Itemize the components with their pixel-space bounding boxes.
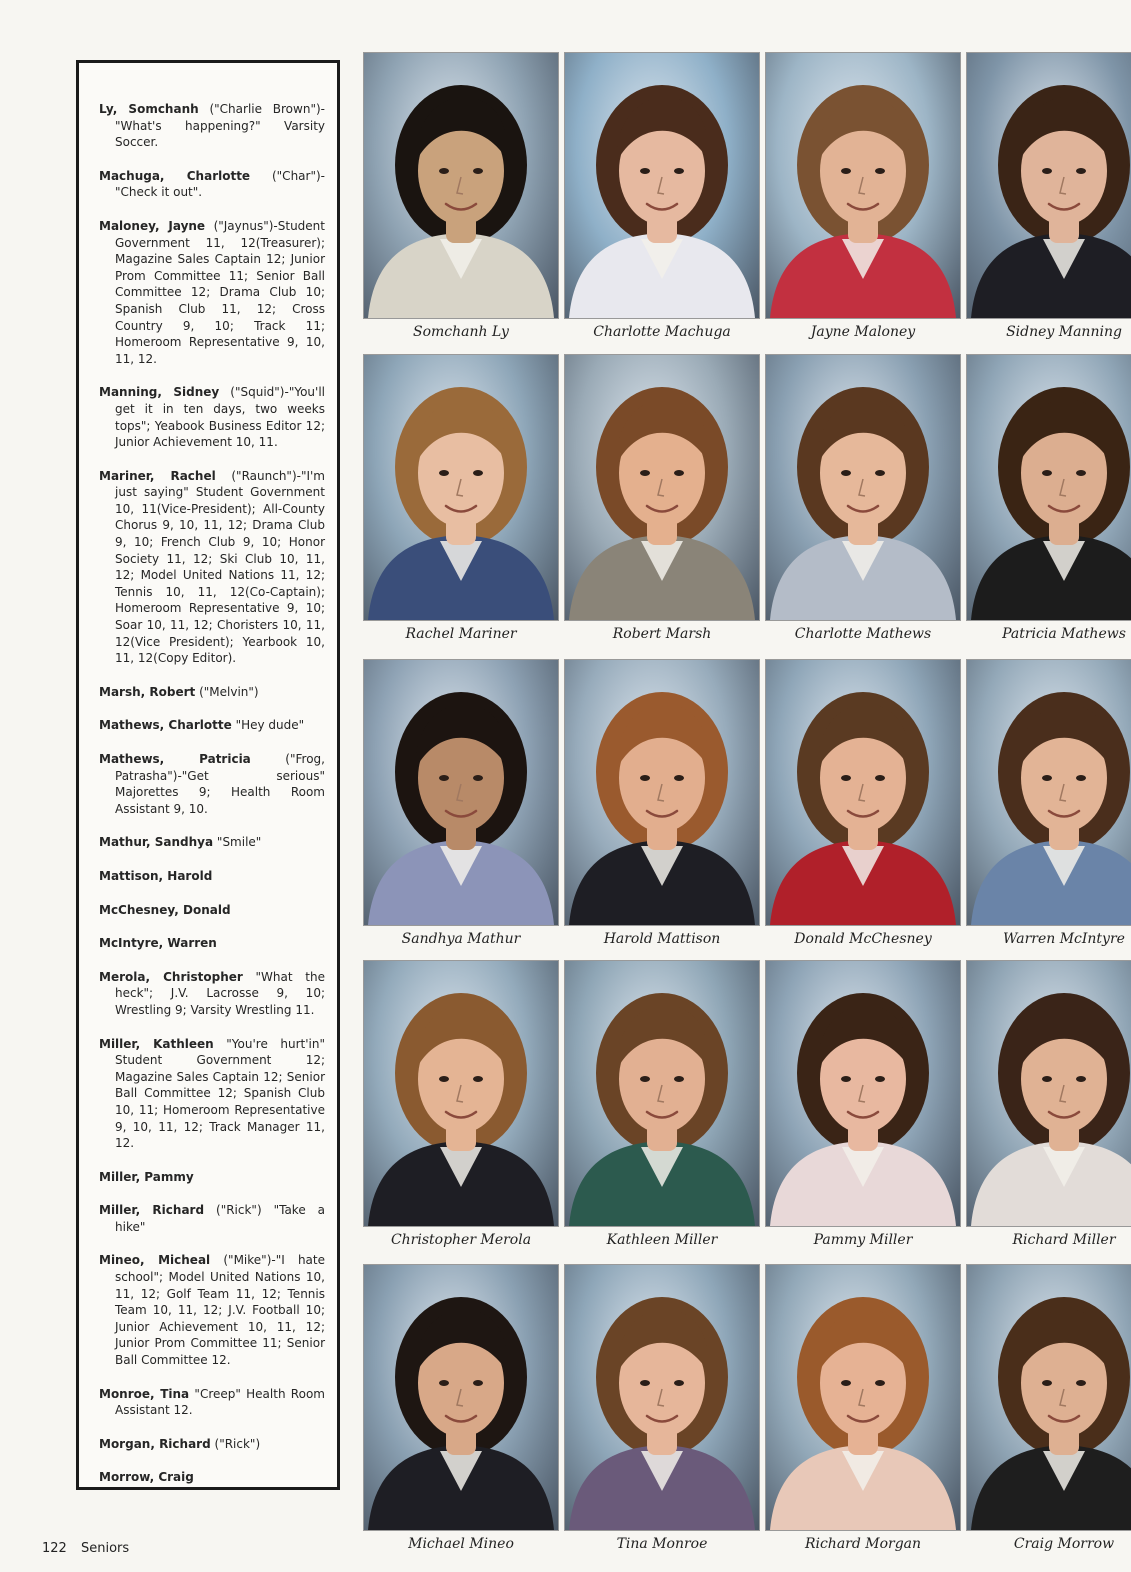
- senior-portrait: [966, 1264, 1131, 1531]
- senior-bios-panel: [76, 60, 340, 1490]
- bio-name: Mineo, Micheal: [99, 1253, 211, 1268]
- portrait-card: [564, 1264, 760, 1564]
- bio-details: ("Rick"): [214, 1436, 261, 1451]
- bio-details: ("Rick") "Take a hike": [115, 1203, 325, 1234]
- senior-portrait: [363, 960, 559, 1227]
- senior-bio: [99, 1436, 325, 1453]
- portrait-illustration: [364, 1265, 558, 1530]
- portrait-illustration: [364, 660, 558, 925]
- bio-details: ("Frog, Patrasha")-"Get serious" Majorettes 9; Health Room Assistant 9, 10.: [115, 752, 325, 816]
- bio-name: Morrow, Craig: [99, 1470, 194, 1485]
- portrait-card: [564, 659, 760, 959]
- senior-portrait: [966, 354, 1131, 621]
- bio-name: McIntyre, Warren: [99, 936, 217, 951]
- portrait-caption: Warren McIntyre: [1003, 931, 1125, 947]
- portrait-illustration: [766, 660, 960, 925]
- portrait-illustration: [364, 53, 558, 318]
- portrait-caption: Pammy Miller: [813, 1232, 913, 1248]
- bio-details: "Creep" Health Room Assistant 12.: [115, 1386, 325, 1418]
- portrait-illustration: [766, 961, 960, 1226]
- senior-bio: [99, 935, 325, 952]
- senior-bio: [99, 1386, 325, 1419]
- senior-portrait: [765, 52, 961, 319]
- portrait-caption: Richard Miller: [1012, 1232, 1116, 1248]
- portrait-illustration: [565, 660, 759, 925]
- portrait-illustration: [967, 961, 1131, 1226]
- bio-details: ("Jaynus")-Student Government 11, 12(Treasurer); Magazine Sales Captain 12; Junior Prom Committee 11; Senior Ball Committee 12; Drama Club 10; Spanish Club 11, 12; Cross Country 9, 10; Track 11; Homeroom Representative 9, 10, 11, 12.: [115, 218, 325, 366]
- senior-portrait: [564, 1264, 760, 1531]
- portrait-illustration: [967, 1265, 1131, 1530]
- portrait-caption: Christopher Merola: [390, 1232, 532, 1248]
- portrait-card: [966, 659, 1131, 959]
- portrait-card: [564, 960, 760, 1260]
- senior-portrait: [966, 52, 1131, 319]
- bio-list: [99, 101, 325, 1503]
- portrait-card: [564, 354, 760, 654]
- senior-bio: [99, 1252, 325, 1368]
- bio-name: Marsh, Robert: [99, 684, 196, 699]
- senior-portrait: [765, 354, 961, 621]
- senior-bio: [99, 168, 325, 201]
- bio-name: Mathews, Charlotte: [99, 718, 232, 733]
- portrait-card: [966, 960, 1131, 1260]
- bio-name: Manning, Sidney: [99, 385, 220, 400]
- bio-details: "Smile": [216, 835, 262, 850]
- bio-name: Miller, Richard: [99, 1203, 205, 1218]
- bio-name: McChesney, Donald: [99, 902, 231, 917]
- portrait-caption: Donald McChesney: [794, 931, 932, 947]
- bio-name: Merola, Christopher: [99, 969, 243, 984]
- senior-portrait: [363, 659, 559, 926]
- portrait-caption: Rachel Mariner: [405, 626, 517, 642]
- bio-details: "Hey dude": [235, 718, 305, 733]
- senior-portrait: [564, 960, 760, 1227]
- portrait-row: [363, 52, 1131, 352]
- portrait-illustration: [967, 355, 1131, 620]
- bio-name: Machuga, Charlotte: [99, 168, 251, 183]
- senior-portrait: [765, 960, 961, 1227]
- bio-name: Mathur, Sandhya: [99, 835, 214, 850]
- senior-bio: [99, 1169, 325, 1186]
- bio-name: Miller, Pammy: [99, 1169, 194, 1184]
- senior-portrait: [966, 659, 1131, 926]
- portrait-card: [363, 354, 559, 654]
- portrait-row: [363, 1264, 1131, 1564]
- senior-bio: [99, 218, 325, 367]
- senior-bio: [99, 868, 325, 885]
- bio-details: "You're hurt'in" Student Government 12; Magazine Sales Captain 12; Senior Ball Committee 12; Spanish Club 10, 11; Homeroom Representative 9, 10, 11, 12; Track Manager 11, 12.: [115, 1036, 325, 1151]
- portrait-illustration: [967, 53, 1131, 318]
- portrait-illustration: [967, 660, 1131, 925]
- portrait-caption: Somchanh Ly: [413, 324, 509, 340]
- bio-name: Morgan, Richard: [99, 1436, 211, 1451]
- senior-bio: [99, 384, 325, 450]
- senior-bio: [99, 1036, 325, 1152]
- portrait-illustration: [766, 53, 960, 318]
- portrait-card: [966, 52, 1131, 352]
- bio-name: Mariner, Rachel: [99, 468, 216, 483]
- senior-bio: [99, 684, 325, 701]
- senior-portrait: [564, 659, 760, 926]
- senior-bio: [99, 1202, 325, 1235]
- portrait-caption: Sandhya Mathur: [401, 931, 521, 947]
- senior-portrait: [765, 659, 961, 926]
- senior-portrait: [363, 354, 559, 621]
- portrait-caption: Jayne Maloney: [810, 324, 916, 340]
- senior-portrait: [564, 354, 760, 621]
- portrait-card: [564, 52, 760, 352]
- portrait-caption: Kathleen Miller: [606, 1232, 718, 1248]
- portrait-illustration: [565, 961, 759, 1226]
- portrait-illustration: [565, 1265, 759, 1530]
- senior-portrait: [564, 52, 760, 319]
- portrait-card: [966, 354, 1131, 654]
- senior-bio: [99, 751, 325, 817]
- senior-bio: [99, 468, 325, 667]
- bio-details: ("Squid")-"You'll get it in ten days, two weeks tops"; Yeabook Business Editor 12; Junior Achievement 10, 11.: [115, 385, 325, 450]
- bio-details: ("Charlie Brown")-"What's happening?" Varsity Soccer.: [115, 102, 325, 150]
- senior-portrait: [363, 1264, 559, 1531]
- senior-bio: [99, 902, 325, 919]
- portrait-caption: Charlotte Machuga: [593, 324, 731, 340]
- bio-name: Ly, Somchanh: [99, 102, 199, 116]
- bio-details: ("Char")-"Check it out".: [115, 168, 325, 200]
- portrait-caption: Richard Morgan: [804, 1536, 922, 1552]
- bio-details: ("Raunch")-"I'm just saying" Student Government 10, 11(Vice-President); All-County Chorus 9, 10, 11, 12; Drama Club 9, 10; French Club 9, 10; Honor Society 11, 12; Ski Club 10, 11, 12; Model United Nations 11, 12; Tennis 10, 11, 12(Co-Captain); Homeroom Representative 9, 10; Soar 10, 11, 12; Choristers 10, 11, 12(Vice President); Yearbook 10, 11, 12(Copy Editor).: [115, 468, 325, 666]
- portrait-card: [765, 354, 961, 654]
- bio-details: "What the heck"; J.V. Lacrosse 9, 10; Wrestling 9; Varsity Wrestling 11.: [115, 969, 325, 1017]
- senior-bio: [99, 969, 325, 1019]
- senior-bio: [99, 717, 325, 734]
- portrait-caption: Craig Morrow: [1013, 1536, 1115, 1552]
- portrait-illustration: [364, 355, 558, 620]
- portrait-caption: Charlotte Mathews: [794, 626, 932, 642]
- portrait-card: [966, 1264, 1131, 1564]
- bio-name: Monroe, Tina: [99, 1386, 190, 1401]
- portrait-row: [363, 960, 1131, 1260]
- senior-bio: [99, 1469, 325, 1486]
- page-number: 122: [42, 1541, 67, 1556]
- portrait-card: [363, 960, 559, 1260]
- portrait-card: [765, 960, 961, 1260]
- portrait-caption: Robert Marsh: [612, 626, 712, 642]
- portrait-card: [363, 659, 559, 959]
- portrait-card: [363, 52, 559, 352]
- bio-name: Mattison, Harold: [99, 868, 213, 883]
- senior-bio: [99, 101, 325, 151]
- portrait-illustration: [565, 355, 759, 620]
- portrait-card: [765, 52, 961, 352]
- bio-details: ("Mike")-"I hate school"; Model United Nations 10, 11, 12; Golf Team 11, 12; Tennis Team 10, 11, 12; J.V. Football 10; Junior Achievement 10, 11, 12; Junior Prom Committee 11; Senior Ball Committee 12.: [115, 1253, 325, 1368]
- portrait-illustration: [565, 53, 759, 318]
- page-footer: [42, 1541, 139, 1556]
- portrait-card: [363, 1264, 559, 1564]
- portrait-row: [363, 354, 1131, 654]
- portrait-card: [765, 659, 961, 959]
- portrait-caption: Sidney Manning: [1006, 324, 1122, 340]
- section-name: Seniors: [80, 1541, 130, 1556]
- senior-bio: [99, 834, 325, 851]
- portrait-illustration: [364, 961, 558, 1226]
- portrait-illustration: [766, 355, 960, 620]
- bio-name: Maloney, Jayne: [99, 218, 206, 233]
- portrait-caption: Harold Mattison: [603, 931, 721, 947]
- portrait-caption: Michael Mineo: [408, 1536, 514, 1552]
- portrait-caption: Patricia Mathews: [1002, 626, 1126, 642]
- bio-name: Mathews, Patricia: [99, 752, 251, 766]
- portrait-card: [765, 1264, 961, 1564]
- portrait-illustration: [766, 1265, 960, 1530]
- senior-portrait: [966, 960, 1131, 1227]
- bio-name: Miller, Kathleen: [99, 1036, 214, 1051]
- senior-portrait: [363, 52, 559, 319]
- senior-portrait: [765, 1264, 961, 1531]
- bio-details: ("Melvin"): [199, 684, 259, 699]
- portrait-caption: Tina Monroe: [616, 1536, 708, 1552]
- portrait-row: [363, 659, 1131, 959]
